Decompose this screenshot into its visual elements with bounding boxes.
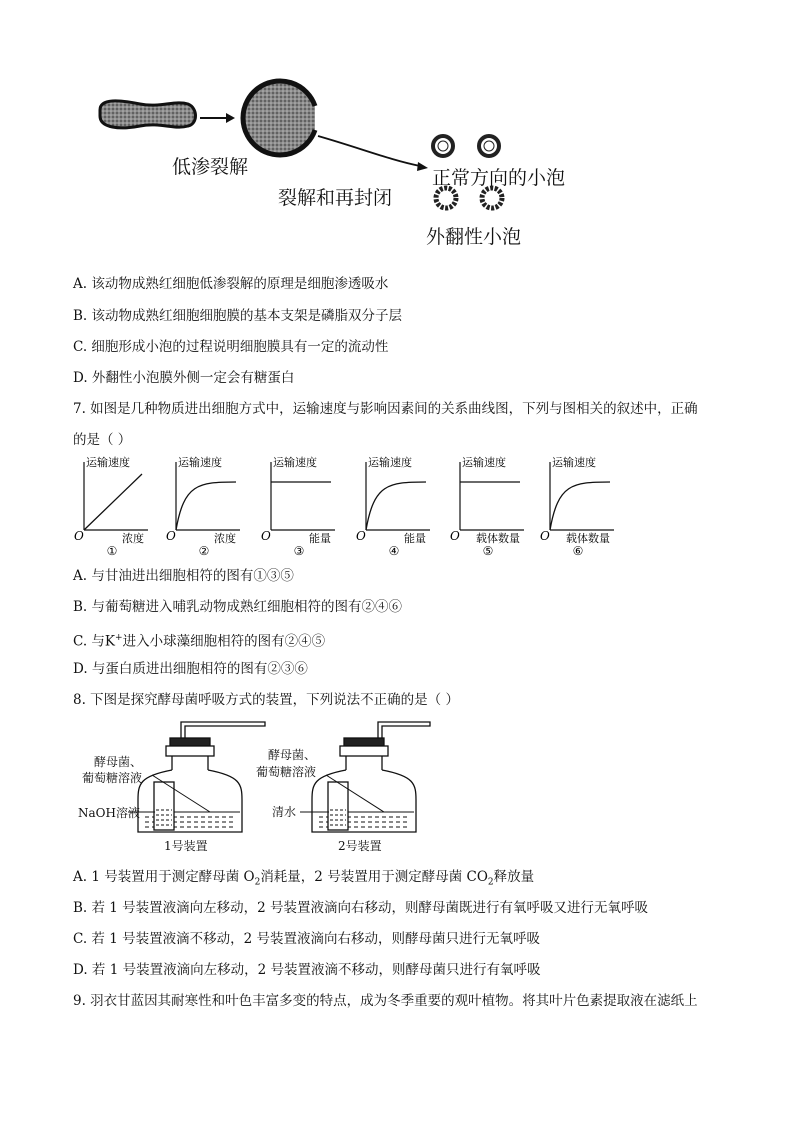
q7-option-a: A. 与甘油进出细胞相符的图有①③⑤	[73, 568, 294, 584]
q9-stem: 9. 羽衣甘蓝因其耐寒性和叶色丰富多变的特点，成为冬季重要的观叶植物。将其叶片色素提取液在滤纸上	[73, 993, 698, 1009]
graph-number: ⑤	[482, 544, 494, 558]
x-axis-label: 能量	[404, 532, 426, 545]
origin-label: O	[540, 529, 550, 543]
app1-caption: 1号装置	[164, 839, 208, 853]
q6-option-d: D. 外翻性小泡膜外侧一定会有糖蛋白	[73, 370, 295, 386]
app1-yeast-label: 酵母菌、	[94, 755, 143, 769]
q8-option-a: A. 1 号装置用于测定酵母菌 $O_2$消耗量，2 号装置用于测定酵母菌 $CO_2$释放量	[73, 869, 535, 888]
q6-option-c: C. 细胞形成小泡的过程说明细胞膜具有一定的流动性	[73, 339, 389, 355]
q7-option-b: B. 与葡萄糖进入哺乳动物成熟红细胞相符的图有②④⑥	[73, 599, 403, 615]
origin-label: O	[261, 529, 271, 543]
app2-yeast-label: 酵母菌、	[268, 748, 317, 762]
x-axis-label: 浓度	[122, 532, 144, 545]
origin-label: O	[74, 529, 84, 543]
app1-naoh-label: NaOH溶液	[78, 806, 140, 820]
apparatus-1	[128, 722, 265, 832]
y-axis-label: 运输速度	[273, 456, 317, 469]
q8-stem: 8. 下图是探究酵母菌呼吸方式的装置，下列说法不正确的是（ ）	[73, 692, 459, 708]
graph-number: ④	[388, 544, 400, 558]
app2-glucose-label: 葡萄糖溶液	[256, 765, 317, 779]
y-axis-label: 运输速度	[368, 456, 412, 469]
graph-number: ③	[293, 544, 305, 558]
graph-number: ①	[106, 544, 118, 558]
q7-stem: 7. 如图是几种物质进出细胞方式中，运输速度与影响因素间的关系曲线图，下列与图相关的叙述中，正确	[73, 401, 698, 417]
label-inside-out-vesicle: 外翻性小泡	[426, 226, 522, 248]
origin-label: O	[450, 529, 460, 543]
x-axis-label: 载体数量	[566, 532, 610, 545]
q8-option-b: B. 若 1 号装置液滴向左移动，2 号装置液滴向右移动，则酵母菌既进行有氧呼吸又进行无氧呼吸	[73, 900, 649, 916]
q8-option-c: C. 若 1 号装置液滴不移动，2 号装置液滴向右移动，则酵母菌只进行无氧呼吸	[73, 931, 540, 947]
q6-option-b: B. 该动物成熟红细胞细胞膜的基本支架是磷脂双分子层	[73, 308, 403, 324]
label-reseal: 裂解和再封闭	[278, 187, 393, 209]
app2-water-label: 清水	[272, 805, 297, 819]
apparatus-2	[300, 722, 430, 832]
graph-number: ⑥	[572, 544, 584, 558]
y-axis-label: 运输速度	[552, 456, 596, 469]
y-axis-label: 运输速度	[178, 456, 222, 469]
y-axis-label: 运输速度	[462, 456, 506, 469]
app1-glucose-label: 葡萄糖溶液	[82, 771, 143, 785]
graph-number: ②	[198, 544, 210, 558]
q7-option-d: D. 与蛋白质进出细胞相符的图有②③⑥	[73, 661, 308, 677]
x-axis-label: 载体数量	[476, 532, 520, 545]
label-normal-vesicle: 正常方向的小泡	[432, 167, 566, 189]
label-lysis: 低渗裂解	[172, 156, 249, 178]
origin-label: O	[166, 529, 176, 543]
x-axis-label: 浓度	[214, 532, 236, 545]
y-axis-label: 运输速度	[86, 456, 130, 469]
x-axis-label: 能量	[309, 532, 331, 545]
q8-option-d: D. 若 1 号装置液滴向左移动，2 号装置液滴不移动，则酵母菌只进行有氧呼吸	[73, 962, 541, 978]
app2-caption: 2号装置	[338, 839, 382, 853]
q6-option-a: A. 该动物成熟红细胞低渗裂解的原理是细胞渗透吸水	[73, 276, 389, 292]
origin-label: O	[356, 529, 366, 543]
q7-stem-cont: 的是（ ）	[73, 432, 132, 448]
q7-option-c: C. 与K+进入小球藻细胞相符的图有②④⑤	[73, 633, 326, 650]
